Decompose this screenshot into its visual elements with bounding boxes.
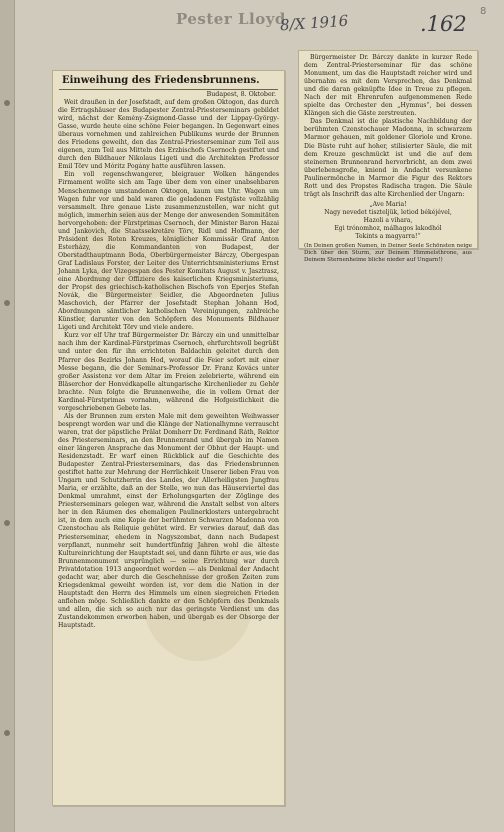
handwritten-date: 8/X 1916 — [279, 11, 349, 35]
punch-hole — [4, 730, 10, 736]
corner-page-number: 8 — [480, 6, 487, 17]
punch-hole — [4, 300, 10, 306]
hymn-translation: (In Deinen großen Namen, in Deiner Seele Schönsten neige Dich über den Sturm, zur Deinem Himmelsthrone, aus Deinem Sternenheime bliche nieder auf Ungarn!) — [304, 242, 472, 264]
newspaper-masthead: Pester Lloyd — [176, 10, 286, 28]
punch-hole — [4, 520, 10, 526]
continuation-clipping — [298, 50, 478, 264]
paper-stain — [143, 541, 253, 661]
article-paragraph: Als der Brunnen zum ersten Male mit dem geweihten Weihwasser besprengt worden war und die Klänge der Nationalhymne verrauscht waren, trat der päpstliche Prälat Domherr Dr. Ferdinand Ráth, Rektor des Priesterseminars, an den Brunnenrand und übergab im Namen einer längeren Ansprache das Monument der Obhut der Haupt- und Residenzstadt. Er warf einen Rückblick auf die Geschichte des Budapester Zentral-Priesterseminars, das das Friedensbrunnen gestiftet hatte zur Mehrung der Herrlichkeit Unserer lieben Frau von Ungarn und Schutzherrin des Landes, der Allerheiligsten Jungfrau Maria, er erzählte, daß an der Stelle, wo nun das Häuserviertel das Denkmal umrahmt, einst der Erholungsgarten der Zöglinge des Priesterseminars gelegen war, während die Anstalt selbst von alters her in den Räumen des ehemaligen Paulinerklosters untergebracht ist, in dem auch eine Kopie der berühmten Schwarzen Madonna von Czenstochau als Reliquie gehütet wird. Er verwies darauf, daß das Priesterseminar, ehedem in Nagyszombat, dann nach Budapest verpflanzt, nunmehr seit hundertfünfzig Jahren wohl die älteste Kultureinrichtung der Hauptstadt sei, und dann führte er aus, wie das Brunnenmonument ursprünglich — seine Errichtung war durch Privatdotation 1913 angeordnet worden — als Denkmal der Andacht gedacht war, aber durch die Geschehnisse der großen Zeiten zum Kriegsdenkmal geweiht worden ist, vor dem die Nation in der Hauptstadt den Herrn des Himmels um einen siegreichen Frieden anflehen möge. Schließlich dankte er den Schöpfern des Denkmals und allen, die sich so auch nur das geringste Verdienst um das Zustandekommen erworben haben, und übergab es der Obsorge der Hauptstadt. — [58, 412, 279, 630]
article-dateline: Budapest, 8. Oktober. — [206, 91, 276, 98]
article-paragraph: Ein voll regenschwangerer, bleigrauer Wolken hängendes Firmament wollte sich am Tage über dem von einer unabsehbaren Menschenmenge umstandenen Oktogon, kaum um Uhr. Wagen um Wagen fuhr vor und bald waren die geladenen Festgäste vollzählig versammelt. Ihre genaue Liste zusammenzustellen, war nicht gut möglich, immerhin seien aus der Menge der anwesenden Sommitäten hervorgehoben: der Fürstprimas Csernoch, der Minister Baron Hazai und Jankovich, die Staatssekretäre Törv, Ridl und Hoffmann, der Präsident des Roten Kreuzes, königlicher Kommissär Graf Anton Esterházy, die Kommandanten von Budapest, der Oberstadthauptmann Boda, Oberbürgermeister Bárczy, Obergespan Graf Ladislaus Forster, der Leiter des Unterrichtsministeriums Ernst Johann Lyka, der Vizegespan des Pester Komitats August v. Jasztrasz, eine Abordnung der Offiziere des kaiserlichen Kriegsministeriums, der Propst des griechisch-katholischen Bischofs von Eperjes Stefan Novák, die Bürgermeister Seidler, die Abgeordneten Julius Maschovich, der Pfarrer der Josefstadt Stephan Johann Hod, Abordnungen sämtlicher katholischen Vereinigungen, zahlreiche Künstler, darunter von den Schöpfern des Monuments Bildhauer Ligeti und Architekt Törv und viele andere. — [58, 171, 279, 332]
continuation-body — [299, 51, 477, 199]
paper-stain — [73, 211, 193, 301]
article-paragraph: Kurz vor elf Uhr traf Bürgermeister Dr. Bárczy ein und unmittelbar nach ihm der Kardinal-Fürstprimas Csernoch, ehrfurchtsvoll begrüßt und unter den für ihn errichteten Baldachin geleitet durch den Pfarrer des Bezirks Johann Hod, worauf die Feier sofort mit einer Messe begann, die der Seminars-Professor Dr. Franz Kovács unter großer Assistenz vor dem Altar im Freien zelebrierte, während ein Bläserchor der Honvédkapelle altungarische Kirchenlieder zu Gehör brachte. Nun folgte die Brunnenweihe, die in vollem Ornat der Kardinal-Fürstprimas vornahm, während die Hofgeistlichkeit die vorgeschriebenen Gebete las. — [58, 332, 279, 412]
continuation-paragraph: Das Denkmal ist die plastische Nachbildung der berühmten Czenstochauer Madonna, in schwarzem Marmor gehauen, mit goldener Gloriole und Krone. Die Büste ruht auf hoher, stilisierter Säule, die mit dem Kreuze geschmückt ist und die auf dem steinernen Brunnenrand hervorbricht, an dem zwei überlebensgroße, kniend in Andacht versunkene Paulinermönche in Marmor die Figur des Rektors Rott und des Propstes Radischa tragen. Die Säule trägt als Inschrift das alte Kirchenlied der Ungarn: — [304, 118, 472, 198]
continuation-paragraph: Bürgermeister Dr. Bárczy dankte in kurzer Rede dem Zentral-Priesterseminar für das schöne Monument, um das die Hauptstadt reicher wird und übernahm es mit dem Versprechen, das Denkmal und die daran geknüpfte Idee in Treue zu pflegen. Nach der mit Ehrenrufen aufgenommenen Rede spielte das Orchester den „Hymnus“, bei dessen Klängen sich die Gäste zerstreuten. — [304, 54, 472, 118]
hymn-verse — [299, 201, 477, 241]
hymn-line: „Ave Maria! — [369, 200, 407, 208]
punch-hole — [4, 100, 10, 106]
hymn-line: Nagy nevedet tiszteljük, letiod békéjével, — [324, 208, 452, 216]
binding-edge — [0, 0, 15, 832]
article-title: Einweihung des Friedensbrunnens. — [62, 75, 260, 86]
hymn-line: Tekints a magyarra!“ — [355, 232, 421, 240]
hymn-line: Hazoli a vihara, — [363, 216, 413, 224]
title-rule — [59, 89, 278, 90]
article-clipping — [52, 70, 285, 806]
article-paragraph: Weit draußen in der Josefstadt, auf dem großen Oktogon, das durch die Ertragshäuser des Budapester Zentral-Priesterseminars gebildet wird, nächst der Kemény-Zsigmond-Gasse und der Lippay-György-Gasse, wurde heute eine schöne Feier begangen. In Gegenwart eines überaus vornehmen und zahlreichen Publikums wurde der Brunnen des Friedens geweiht, den das Zentral-Priesterseminar zum Teil aus eigenen, zum Teil aus Mitteln des Erzbischofs Csernoch gestiftet und durch den Bildhauer Nikolaus Ligeti und die Architekten Professor Emil Törv und Móritz Pogány hatte ausführen lassen. — [58, 99, 279, 171]
handwritten-sheet-number: .162 — [420, 12, 467, 36]
hymn-line: Egi trónomhoz, málhagos lakodhól — [334, 224, 442, 232]
